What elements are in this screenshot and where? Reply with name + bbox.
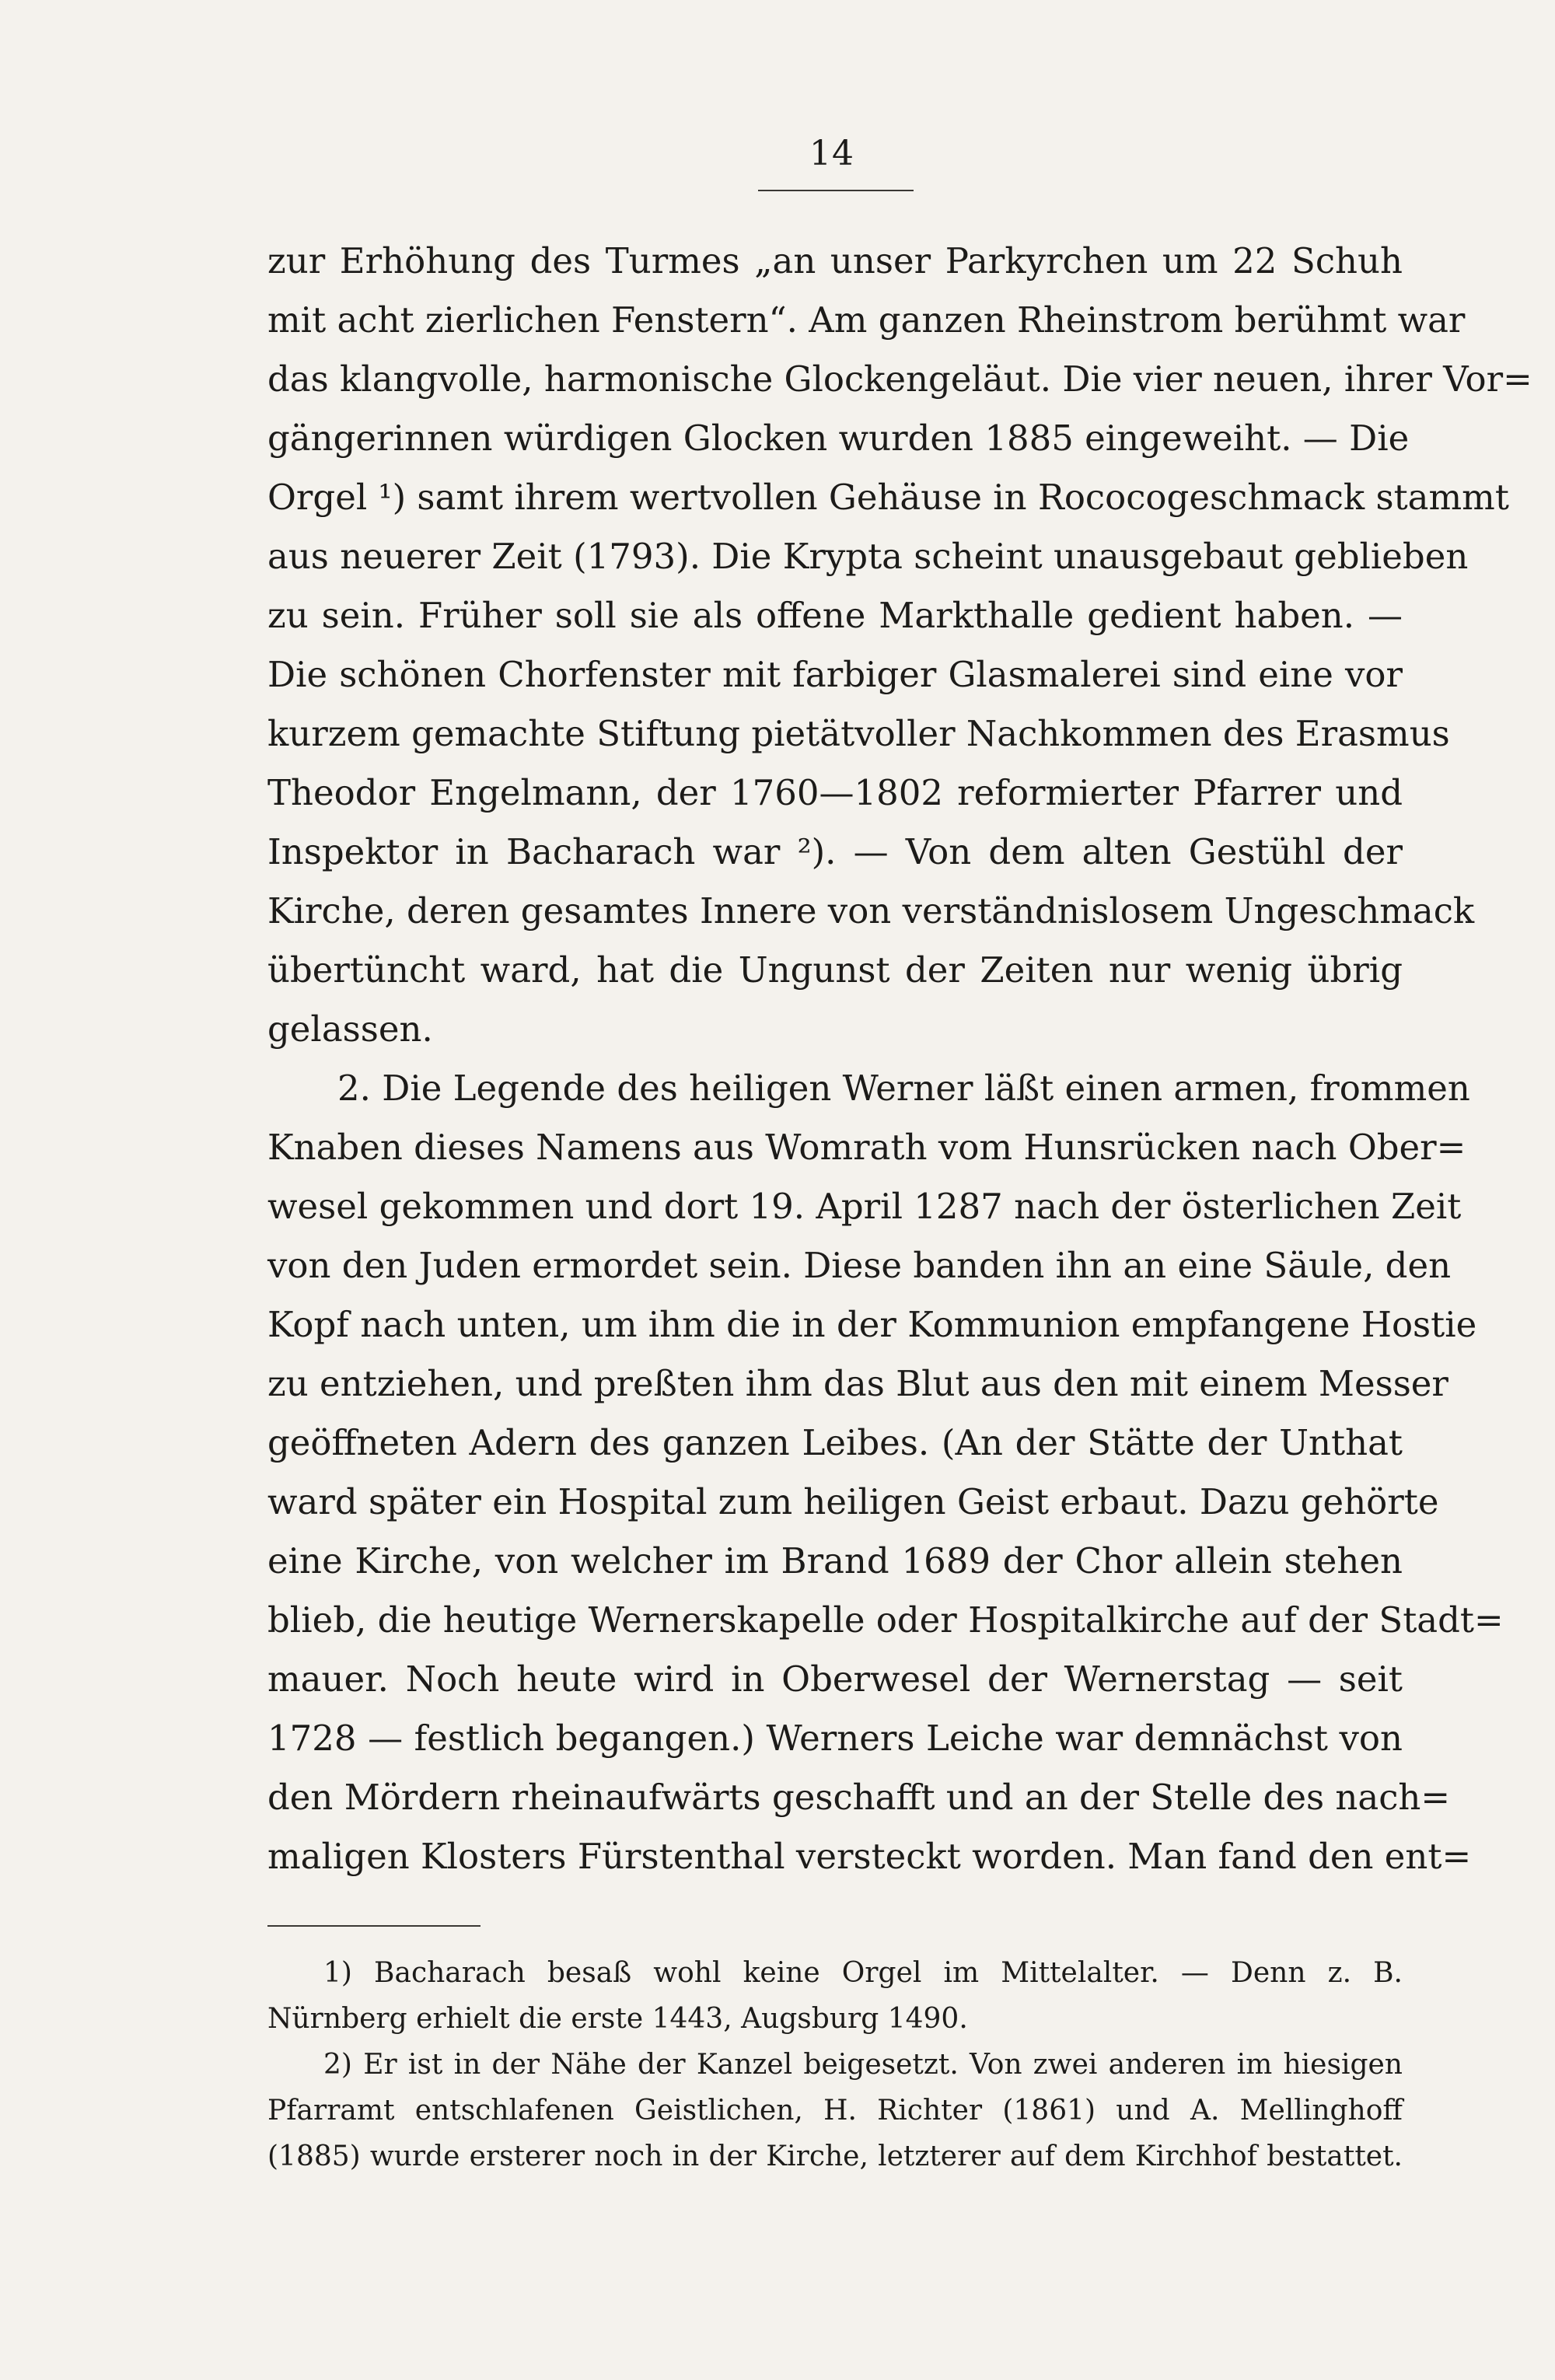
body-line: Theodor Engelmann, der 1760—1802 reformierter Pfarrer und	[267, 772, 1403, 813]
body-line: den Mördern rheinaufwärts geschafft und an der Stelle des nach=	[267, 1777, 1451, 1818]
body-line: zu sein. Früher soll sie als offene Markthalle gedient haben. —	[267, 595, 1403, 636]
body-line: Kopf nach unten, um ihm die in der Kommunion empfangene Hostie	[267, 1304, 1477, 1345]
body-line: das klangvolle, harmonische Glockengeläut. Die vier neuen, ihrer Vor=	[267, 358, 1532, 400]
footnote-rule	[267, 1925, 480, 1927]
body-line: Kirche, deren gesamtes Innere von verständnislosem Ungeschmack	[267, 890, 1475, 931]
body-line: mauer. Noch heute wird in Oberwesel der Wernerstag — seit	[267, 1658, 1403, 1700]
body-line: eine Kirche, von welcher im Brand 1689 der Chor allein stehen	[267, 1540, 1403, 1581]
body-line: von den Juden ermordet sein. Diese banden ihn an eine Säule, den	[267, 1245, 1452, 1286]
footnote-line: (1885) wurde ersterer noch in der Kirche, letzterer auf dem Kirchhof bestattet.	[267, 2141, 1403, 2172]
footnote-line: Nürnberg erhielt die erste 1443, Augsburg 1490.	[267, 2003, 968, 2035]
footnote-line: Pfarramt entschlafenen Geistlichen, H. Richter (1861) und A. Mellinghoff	[267, 2095, 1403, 2127]
body-line: zu entziehen, und preßten ihm das Blut aus den mit einem Messer	[267, 1363, 1448, 1404]
body-line: übertüncht ward, hat die Ungunst der Zeiten nur wenig übrig	[267, 949, 1403, 991]
body-line: Die schönen Chorfenster mit farbiger Glasmalerei sind eine vor	[267, 654, 1403, 695]
body-line: Orgel ¹) samt ihrem wertvollen Gehäuse in Rococogeschmack stammt	[267, 477, 1509, 518]
body-line: aus neuerer Zeit (1793). Die Krypta scheint unausgebaut geblieben	[267, 536, 1469, 577]
footnote-line: 2) Er ist in der Nähe der Kanzel beigesetzt. Von zwei anderen im hiesigen	[323, 2049, 1403, 2081]
body-line: maligen Klosters Fürstenthal versteckt worden. Man fand den ent=	[267, 1836, 1472, 1877]
body-line: gängerinnen würdigen Glocken wurden 1885 eingeweiht. — Die	[267, 418, 1410, 459]
body-line: kurzem gemachte Stiftung pietätvoller Nachkommen des Erasmus	[267, 713, 1450, 754]
footnote-line: 1) Bacharach besaß wohl keine Orgel im Mittelalter. — Denn z. B.	[323, 1957, 1403, 1989]
body-line: Knaben dieses Namens aus Womrath vom Hunsrücken nach Ober=	[267, 1127, 1466, 1168]
body-line: mit acht zierlichen Fenstern“. Am ganzen Rheinstrom berühmt war	[267, 299, 1466, 341]
body-line: ward später ein Hospital zum heiligen Geist erbaut. Dazu gehörte	[267, 1481, 1439, 1522]
body-line: Inspektor in Bacharach war ²). — Von dem alten Gestühl der	[267, 831, 1403, 872]
body-line: gelassen.	[267, 1008, 433, 1050]
body-line: blieb, die heutige Wernerskapelle oder Hospitalkirche auf der Stadt=	[267, 1599, 1504, 1641]
page-number: 14	[809, 134, 854, 173]
body-line: wesel gekommen und dort 19. April 1287 nach der österlichen Zeit	[267, 1186, 1462, 1227]
body-line: 1728 — festlich begangen.) Werners Leiche war demnächst von	[267, 1718, 1403, 1759]
header-rule	[758, 190, 914, 191]
body-line: geöffneten Adern des ganzen Leibes. (An der Stätte der Unthat	[267, 1422, 1403, 1463]
body-line: 2. Die Legende des heiligen Werner läßt einen armen, frommen	[337, 1068, 1470, 1109]
footnotes	[267, 1950, 1403, 2179]
body-line: zur Erhöhung des Turmes „an unser Parkyrchen um 22 Schuh	[267, 240, 1403, 281]
body-text	[267, 232, 1532, 1886]
